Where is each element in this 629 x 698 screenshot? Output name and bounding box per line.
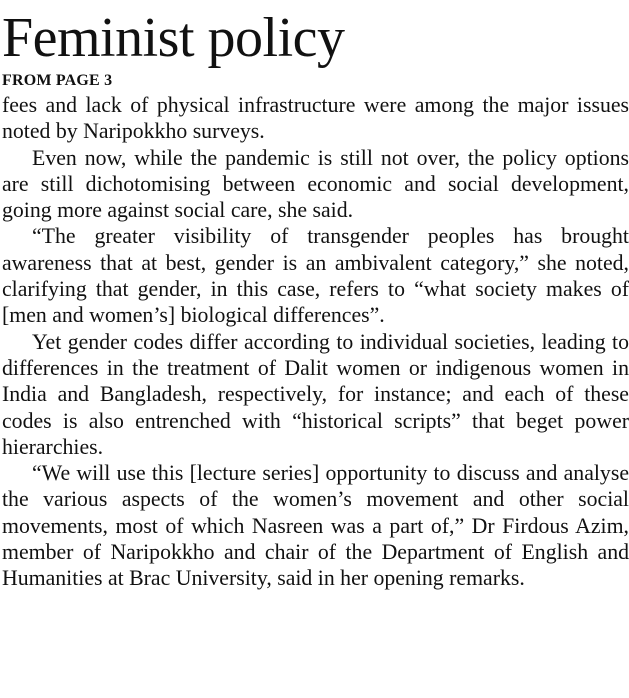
continued-from-label: FROM PAGE 3	[2, 72, 113, 89]
paragraph-4: Yet gender codes differ according to individual societies, leading to differences in the treatment of Dalit women or indigenous women in India and Bangladesh, respectively, for instance; and each of these codes is also entrenched with “historical scripts” that beget power hierarchies.	[2, 329, 629, 459]
paragraph-3: “The greater visibility of transgender peoples has brought awareness that at best, gender is an ambivalent category,” she noted, clarifying that gender, in this case, refers to “what society makes of [men and women’s] biological differences”.	[2, 224, 629, 328]
paragraph-1: fees and lack of physical infrastructure were among the major issues noted by Naripokkho surveys.	[2, 93, 629, 144]
news-article	[2, 0, 629, 592]
paragraph-5: “We will use this [lecture series] opportunity to discuss and analyse the various aspects of the women’s movement and other social movements, most of which Nasreen was a part of,” Dr Firdous Azim, member of Naripokkho and chair of the Department of English and Humanities at Brac University, said in her opening remarks.	[2, 461, 629, 591]
paragraph-2: Even now, while the pandemic is still not over, the policy options are still dichotomising between economic and social development, going more against social care, she said.	[2, 145, 629, 223]
article-body	[2, 92, 629, 592]
headline: Feminist policy	[2, 7, 345, 69]
